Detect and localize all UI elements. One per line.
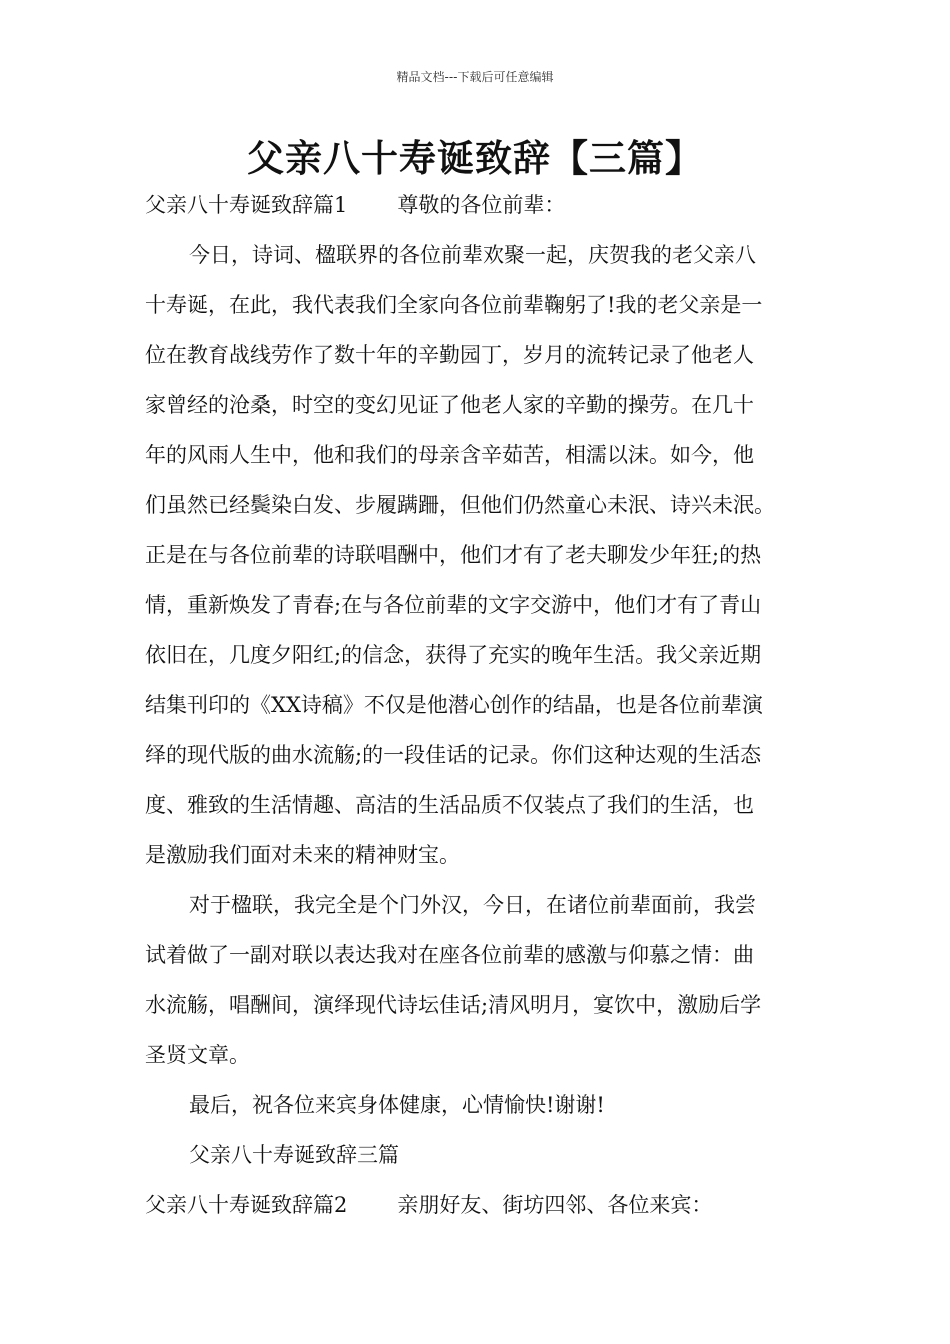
- paragraph-line: 试着做了一副对联以表达我对在座各位前辈的感激与仰慕之情：曲: [145, 943, 754, 967]
- paragraph-1: [145, 230, 825, 880]
- paragraph-line: 结集刊印的《XX诗稿》不仅是他潜心创作的结晶，也是各位前辈演: [145, 693, 763, 717]
- page-header-note: 精品文档---下载后可任意编辑: [396, 70, 554, 84]
- paragraph-line: 度、雅致的生活情趣、高洁的生活品质不仅装点了我们的生活，也: [145, 793, 754, 817]
- subtitle-line: 父亲八十寿诞致辞三篇: [189, 1143, 399, 1167]
- paragraph-line: 绎的现代版的曲水流觞;的一段佳话的记录。你们这种达观的生活态: [145, 743, 762, 767]
- paragraph-line: 水流觞，唱酬间，演绎现代诗坛佳话;清风明月，宴饮中，激励后学: [145, 993, 762, 1017]
- section-1-heading: 父亲八十寿诞致辞篇1: [145, 193, 348, 217]
- paragraph-line: 今日，诗词、楹联界的各位前辈欢聚一起，庆贺我的老父亲八: [189, 243, 756, 267]
- paragraph-3: [145, 1080, 825, 1130]
- paragraph-line: 十寿诞，在此，我代表我们全家向各位前辈鞠躬了!我的老父亲是一: [145, 293, 763, 317]
- section-1-heading-line: [145, 180, 825, 230]
- paragraph-line: 对于楹联，我完全是个门外汉，今日，在诸位前辈面前，我尝: [189, 893, 756, 917]
- paragraph-line: 们虽然已经鬓染白发、步履蹒跚，但他们仍然童心未泯、诗兴未泯。: [145, 493, 775, 517]
- section-2-heading: 父亲八十寿诞致辞篇2: [145, 1193, 348, 1217]
- document-body: [145, 180, 825, 1230]
- paragraph-line: 情，重新焕发了青春;在与各位前辈的文字交游中，他们才有了青山: [145, 593, 762, 617]
- paragraph-line: 是激励我们面对未来的精神财宝。: [145, 843, 460, 867]
- paragraph-4: [145, 1130, 825, 1180]
- paragraph-line: 正是在与各位前辈的诗联唱酬中，他们才有了老夫聊发少年狂;的热: [145, 543, 762, 567]
- closing-line: 最后，祝各位来宾身体健康，心情愉快!谢谢!: [189, 1093, 605, 1117]
- paragraph-line: 依旧在，几度夕阳红;的信念，获得了充实的晚年生活。我父亲近期: [145, 643, 762, 667]
- paragraph-line: 年的风雨人生中，他和我们的母亲含辛茹苦，相濡以沫。如今，他: [145, 443, 754, 467]
- paragraph-line: 位在教育战线劳作了数十年的辛勤园丁，岁月的流转记录了他老人: [145, 343, 754, 367]
- paragraph-line: 家曾经的沧桑，时空的变幻见证了他老人家的辛勤的操劳。在几十: [145, 393, 754, 417]
- section-2-salutation: 亲朋好友、街坊四邻、各位来宾：: [397, 1193, 713, 1217]
- document-title: 父亲八十寿诞致辞【三篇】: [247, 137, 703, 180]
- paragraph-2: [145, 880, 825, 1080]
- paragraph-line: 圣贤文章。: [145, 1043, 250, 1067]
- section-1-salutation: 尊敬的各位前辈：: [397, 193, 566, 217]
- section-2-heading-line: [145, 1180, 825, 1230]
